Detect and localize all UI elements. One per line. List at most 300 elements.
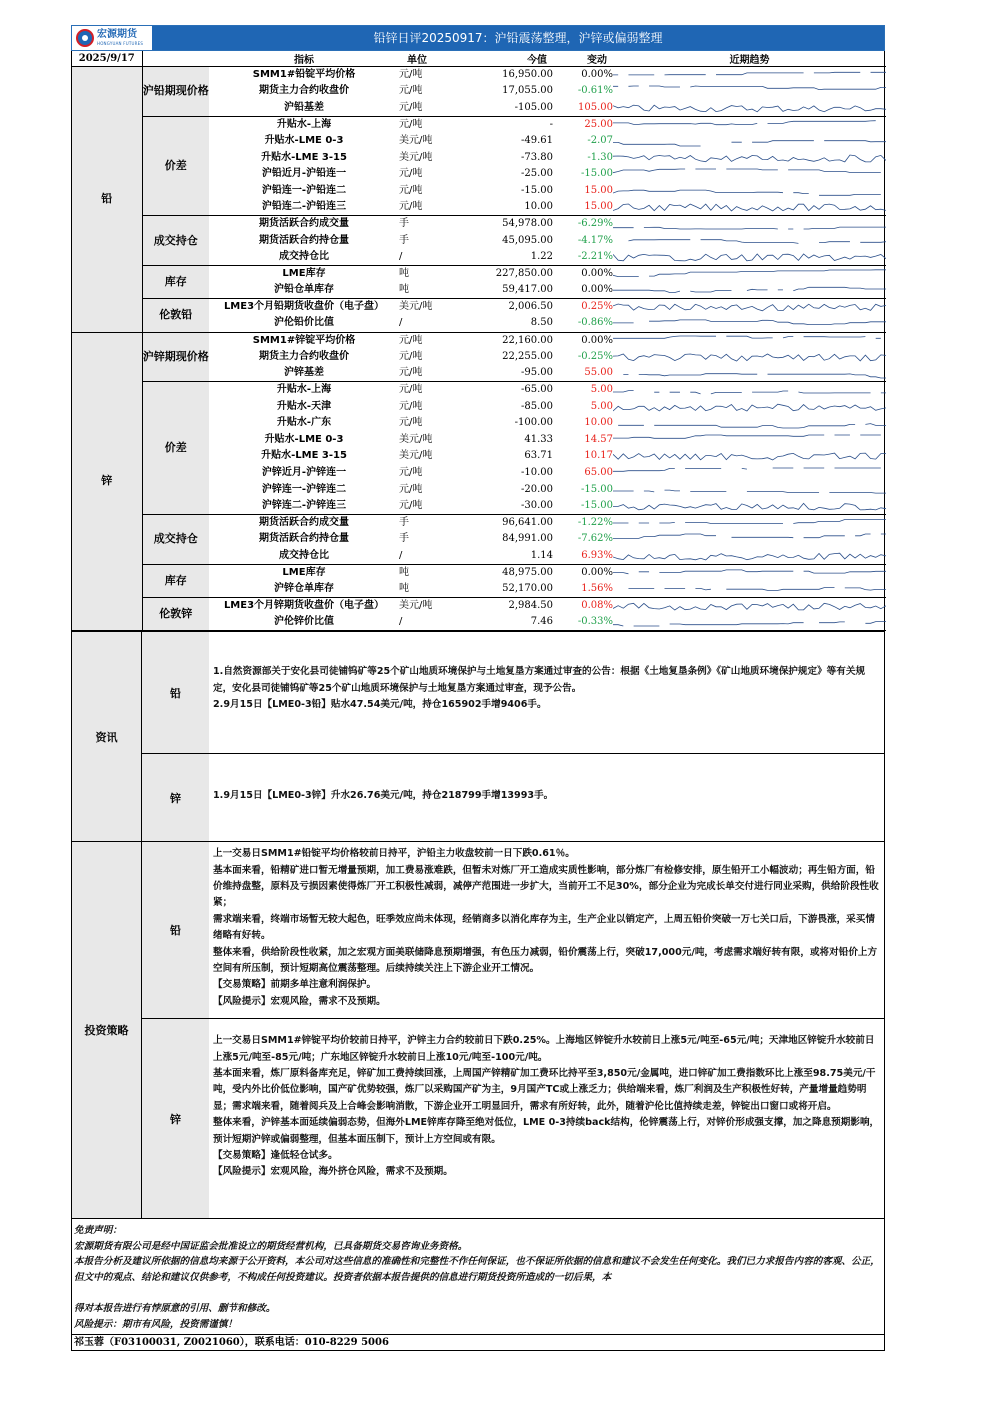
news-zinc-row (142, 753, 884, 841)
sparkline-svg (613, 350, 886, 364)
indicator-change: -0.25% (577, 350, 613, 362)
sparkline-path (613, 435, 881, 438)
logo-emblem-icon (76, 29, 94, 47)
analyst-contact: 祁玉蓉（F03100031, Z0021060），联系电话：010-8229 5006 (72, 1334, 884, 1350)
sparkline-svg (613, 499, 886, 513)
indicator-name: 升贴水-LME 0-3 (264, 433, 344, 445)
trend-sparkline (613, 299, 886, 316)
indicator-change: 15.00 (553, 199, 613, 216)
trend-sparkline (613, 166, 886, 183)
trend-sparkline (613, 614, 886, 631)
trend-sparkline (613, 249, 886, 266)
news-lead-text (209, 632, 884, 753)
sparkline-svg (613, 549, 886, 563)
indicator-value: 22,160.00 (502, 334, 553, 346)
indicator-value: 63.71 (524, 450, 553, 462)
indicator-name: 升贴水-广东 (276, 417, 332, 429)
indicator-name: 成交持仓比 (209, 249, 399, 266)
sparkline-path (613, 570, 886, 574)
indicator-name: 期货主力合约收盘价 (259, 350, 349, 362)
indicator-change: -6.29% (577, 218, 613, 230)
indicator-change: -7.62% (577, 533, 613, 545)
text-line: 风险提示：期市有风险，投资需谨慎！ (74, 1318, 238, 1330)
indicator-unit: 美元/吨 (399, 450, 433, 462)
sparkline-path (613, 304, 886, 311)
indicator-value: 52,170.00 (471, 581, 553, 598)
sparkline-path (613, 468, 881, 471)
table-row (72, 266, 886, 283)
table-row (72, 564, 886, 581)
text-line: 得对本报告进行有悖原意的引用、删节和修改。 (74, 1303, 276, 1315)
indicator-value: 8.50 (471, 315, 553, 332)
logo-en-text: HONGYUAN FUTURES (97, 41, 144, 46)
trend-sparkline (613, 349, 886, 366)
trend-sparkline (613, 282, 886, 299)
table-row (72, 116, 886, 133)
group-label: 库存 (142, 266, 209, 299)
sparkline-svg (613, 267, 886, 281)
indicator-unit: 元/吨 (399, 168, 423, 180)
indicator-name: 升贴水-上海 (276, 384, 332, 396)
text-line: 整体来看，沪锌基本面延续偏弱态势，但海外LME锌库存降至绝对低位，LME 0-3持续back结构，伦锌震荡上行，对锌价形成强支撑，加之降息预期影响，预计短期沪锌或偏弱整理，但基本面压制下，预计上方空间或有限。 (213, 1117, 880, 1145)
text-line: 免责声明： (74, 1225, 122, 1237)
trend-sparkline (613, 598, 886, 615)
strategy-block (72, 841, 884, 1218)
table-row (72, 515, 886, 532)
indicator-unit: 元/吨 (399, 118, 423, 130)
indicator-name: 期货活跃合约持仓量 (259, 533, 349, 545)
sparkline-svg (613, 449, 886, 463)
indicator-name: LME库存 (282, 268, 326, 280)
indicator-unit: / (399, 614, 471, 631)
indicator-name: 沪锌基差 (209, 365, 399, 382)
trend-sparkline (613, 465, 886, 482)
news-zinc-label: 锌 (142, 754, 209, 841)
indicator-change: -15.00 (580, 168, 613, 180)
sparkline-svg (613, 582, 886, 596)
news-category: 资讯 (72, 632, 142, 841)
indicator-change: -0.86% (553, 315, 613, 332)
sparkline-svg (613, 566, 886, 580)
col-trend: 近期趋势 (613, 51, 886, 67)
indicator-value: -49.61 (520, 135, 553, 147)
sparkline-path (613, 86, 886, 90)
sparkline-svg (613, 466, 886, 480)
text-line: 上一交易日SMM1#锌锭平均价较前日持平，沪锌主力合约较前日下跌0.25%。上海地区锌锭升水较前日上涨5元/吨至-65元/吨；天津地区锌锭升水较前日上涨5元/吨至-85元/吨；广东地区锌锭升水较前日上涨10元/吨至-100元/吨。 (213, 1035, 875, 1063)
indicator-unit: 元/吨 (399, 365, 471, 382)
group-label: 沪铅期现价格 (142, 67, 209, 117)
sparkline-svg (613, 599, 886, 613)
indicator-change: 10.17 (584, 450, 613, 462)
indicator-value: 48,975.00 (502, 566, 553, 578)
sparkline-path (613, 105, 886, 112)
sparkline-svg (613, 101, 886, 115)
indicator-name: SMM1#铅锭平均价格 (252, 69, 356, 81)
indicator-unit: 元/吨 (399, 400, 423, 412)
news-lead-label: 铅 (142, 632, 209, 753)
indicator-value: 41.33 (524, 433, 553, 445)
trend-sparkline (613, 100, 886, 117)
indicator-name: 升贴水-天津 (276, 400, 332, 412)
text-line: 【风险提示】宏观风险，需求不及预期。 (213, 995, 386, 1007)
indicator-table (72, 51, 886, 631)
indicator-unit: 元/吨 (399, 467, 423, 479)
indicator-name: LME库存 (282, 566, 326, 578)
indicator-change: -0.33% (553, 614, 613, 631)
sparkline-svg (613, 483, 886, 497)
trend-sparkline (613, 515, 886, 532)
sparkline-path (613, 270, 886, 277)
trend-sparkline (613, 332, 886, 349)
col-unit: 单位 (399, 51, 471, 67)
sparkline-path (618, 424, 886, 428)
trend-sparkline (613, 199, 886, 216)
indicator-unit: 吨 (399, 581, 471, 598)
trend-sparkline (613, 432, 886, 449)
trend-sparkline (613, 365, 886, 382)
indicator-value: 16,950.00 (502, 69, 553, 81)
indicator-unit: 元/吨 (399, 199, 471, 216)
sparkline-svg (613, 300, 886, 314)
text-line: 2.9月15日【LME0-3铅】贴水47.54美元/吨，持仓165902手增9406手。 (213, 699, 547, 710)
table-row (72, 67, 886, 84)
sparkline-svg (613, 184, 886, 198)
indicator-name: 升贴水-LME 0-3 (264, 135, 344, 147)
sparkline-path (613, 534, 886, 538)
news-block (72, 631, 884, 841)
sparkline-svg (613, 200, 886, 214)
trend-sparkline (613, 83, 886, 100)
indicator-unit: 美元/吨 (399, 600, 433, 612)
text-line: 宏源期货有限公司是经中国证监会批准设立的期货经营机构，已具备期货交易咨询业务资格。 (74, 1240, 468, 1252)
indicator-unit: 元/吨 (399, 100, 471, 117)
indicator-unit: 美元/吨 (399, 135, 433, 147)
indicator-name: SMM1#锌锭平均价格 (252, 334, 356, 346)
sparkline-path (613, 503, 886, 510)
text-line: 整体来看，供给阶段性收紧，加之宏观方面美联储降息预期增强，有色压力减弱，铅价震荡上行，突破17,000元/吨，考虑需求端好转有限，或将对铅价上方空间有所压制，预计短期高位震荡整理。后续持续关注上下游企业开工情况。 (213, 946, 878, 975)
text-line: 1.9月15日【LME0-3锌】升水26.76美元/吨，持仓218799手增13993手。 (213, 790, 554, 802)
sparkline-svg (613, 134, 886, 148)
indicator-unit: / (399, 548, 471, 565)
sparkline-path (613, 320, 886, 325)
sparkline-path (613, 391, 886, 394)
news-zinc-text (209, 754, 884, 841)
indicator-unit: 元/吨 (399, 498, 471, 515)
indicator-change: -1.22% (577, 517, 613, 529)
indicator-value: 10.00 (471, 199, 553, 216)
strategy-zinc-row (142, 1018, 884, 1218)
indicator-value: 84,991.00 (502, 533, 553, 545)
trend-sparkline (613, 398, 886, 415)
group-label: 成交持仓 (142, 515, 209, 565)
indicator-unit: 美元/吨 (399, 433, 433, 445)
indicator-unit: 美元/吨 (399, 151, 433, 163)
indicator-value: 17,055.00 (502, 85, 553, 97)
strategy-zinc-text (209, 1019, 884, 1218)
sparkline-svg (613, 234, 886, 248)
indicator-change: 5.00 (590, 384, 613, 396)
indicator-change: 0.08% (581, 600, 613, 612)
sparkline-path (613, 169, 881, 173)
indicator-value: -95.00 (471, 365, 553, 382)
indicator-change: -2.07 (587, 135, 613, 147)
group-label: 沪锌期现价格 (142, 332, 209, 382)
indicator-change: 65.00 (584, 467, 613, 479)
table-row (72, 299, 886, 316)
strategy-category: 投资策略 (72, 842, 142, 1218)
indicator-unit: 吨 (399, 566, 409, 578)
trend-sparkline (613, 548, 886, 565)
trend-sparkline (613, 232, 886, 249)
text-line: 基本面来看，铅精矿进口暂无增量预期，加工费易涨难跌，但暂未对炼厂开工造成实质性影响，部分炼厂有检修安排，原生铅开工小幅波动；再生铅方面，铅价维持盘整，原料及亏损因素使得炼厂开工积极性减弱，减停产范围进一步扩大，当前开工不足30%，部分企业为完成长单交付进行同业采购，供给阶段性收紧； (213, 864, 879, 909)
sparkline-path (613, 204, 886, 211)
trend-sparkline (613, 498, 886, 515)
sparkline-svg (613, 283, 886, 297)
report-frame (71, 51, 885, 1351)
indicator-change: 55.00 (553, 365, 613, 382)
indicator-value: -73.80 (520, 151, 553, 163)
report-title: 铅锌日评20250917：沪铅震荡整理，沪锌或偏弱整理 (373, 31, 663, 45)
group-label: 价差 (142, 382, 209, 515)
indicator-unit: 元/吨 (399, 334, 423, 346)
text-line (74, 1286, 882, 1302)
indicator-name: 期货主力合约收盘价 (259, 85, 349, 97)
indicator-value: 45,095.00 (502, 234, 553, 246)
indicator-unit: 手 (399, 517, 409, 529)
indicator-change: 0.00% (581, 334, 613, 346)
sparkline-svg (613, 532, 886, 546)
trend-sparkline (613, 266, 886, 283)
indicator-change: -15.00 (580, 483, 613, 495)
sparkline-svg (613, 615, 886, 629)
indicator-change: 25.00 (584, 118, 613, 130)
indicator-name: 升贴水-LME 3-15 (261, 151, 347, 163)
indicator-name: 沪伦铅价比值 (209, 315, 399, 332)
indicator-name: 沪锌仓单库存 (209, 581, 399, 598)
indicator-value: 59,417.00 (471, 282, 553, 299)
trend-sparkline (613, 581, 886, 598)
indicator-value: -10.00 (520, 467, 553, 479)
indicator-value: -105.00 (471, 100, 553, 117)
indicator-value: -30.00 (471, 498, 553, 515)
indicator-change: 14.57 (584, 433, 613, 445)
indicator-change: 0.00% (553, 282, 613, 299)
indicator-unit: / (399, 249, 471, 266)
sparkline-svg (613, 84, 886, 98)
group-label: 伦敦锌 (142, 598, 209, 631)
indicator-change: 0.00% (581, 566, 613, 578)
text-line: 【交易策略】逢低轻仓试多。 (213, 1150, 338, 1162)
col-change: 变动 (553, 51, 613, 67)
strategy-lead-label: 铅 (142, 842, 209, 1018)
indicator-change: 10.00 (584, 417, 613, 429)
sparkline-path (613, 72, 886, 75)
text-line: 需求端来看，终端市场暂无较大起色，旺季效应尚未体现，经销商多以消化库存为主，生产企业以销定产，上周五铅价突破一万七关口后，下游畏涨，采买情绪略有好转。 (213, 913, 875, 942)
sparkline-path (613, 121, 886, 125)
disclaimer (72, 1218, 884, 1334)
indicator-unit: 元/吨 (399, 483, 423, 495)
indicator-value: - (549, 118, 553, 130)
table-row (72, 382, 886, 399)
sparkline-svg (613, 334, 886, 348)
indicator-change: 5.00 (590, 400, 613, 412)
sparkline-path (613, 454, 886, 461)
sparkline-path (613, 141, 886, 146)
group-label: 库存 (142, 564, 209, 597)
indicator-name: 沪铅连二-沪铅连三 (209, 199, 399, 216)
indicator-change: -4.17% (577, 234, 613, 246)
sparkline-svg (613, 416, 886, 430)
company-logo (72, 26, 152, 50)
trend-sparkline (613, 382, 886, 399)
trend-sparkline (613, 448, 886, 465)
indicator-unit: 元/吨 (399, 184, 423, 196)
indicator-value: -20.00 (520, 483, 553, 495)
indicator-name: 期货活跃合约持仓量 (259, 234, 349, 246)
indicator-value: -65.00 (520, 384, 553, 396)
sparkline-path (613, 354, 886, 361)
table-row (72, 216, 886, 233)
sparkline-path (613, 254, 886, 261)
sparkline-svg (613, 151, 886, 165)
text-line: 上一交易日SMM1#铅锭平均价格较前日持平，沪铅主力收盘较前一日下跌0.61％。 (213, 848, 575, 860)
trend-sparkline (613, 133, 886, 150)
sparkline-path (613, 288, 886, 293)
indicator-unit: 手 (399, 234, 409, 246)
sparkline-svg (613, 167, 886, 181)
indicator-value: 96,641.00 (502, 517, 553, 529)
indicator-change: 1.56% (553, 581, 613, 598)
trend-sparkline (613, 216, 886, 233)
indicator-unit: 元/吨 (399, 384, 423, 396)
indicator-name: 沪铅仓单库存 (209, 282, 399, 299)
indicator-value: -15.00 (520, 184, 553, 196)
sparkline-path (613, 404, 886, 411)
news-lead-row (142, 632, 884, 753)
indicator-name: 升贴水-上海 (276, 118, 332, 130)
trend-sparkline (613, 481, 886, 498)
sparkline-path (628, 588, 886, 591)
indicator-name: 期货活跃合约成交量 (259, 517, 349, 529)
indicator-change: 0.00% (581, 69, 613, 81)
indicator-change: 105.00 (553, 100, 613, 117)
indicator-change: 0.00% (581, 268, 613, 280)
indicator-change: -0.61% (577, 85, 613, 97)
sparkline-svg (613, 316, 886, 330)
indicator-name: 沪铅基差 (209, 100, 399, 117)
sparkline-path (613, 603, 886, 610)
sparkline-path (623, 374, 886, 378)
indicator-name: LME3个月锌期货收盘价（电子盘） (223, 600, 385, 612)
indicator-change: 15.00 (584, 184, 613, 196)
sparkline-path (613, 490, 886, 493)
indicator-value: 227,850.00 (495, 268, 553, 280)
sparkline-svg (613, 383, 886, 397)
indicator-value: 2,006.50 (508, 301, 553, 313)
indicator-unit: 元/吨 (399, 69, 423, 81)
sparkline-svg (613, 400, 886, 414)
indicator-value: -100.00 (514, 417, 553, 429)
trend-sparkline (613, 315, 886, 332)
trend-sparkline (613, 564, 886, 581)
indicator-name: 沪伦锌价比值 (209, 614, 399, 631)
indicator-name: LME3个月铅期货收盘价（电子盘） (223, 301, 385, 313)
indicator-value: 1.14 (471, 548, 553, 565)
text-line: 本报告分析及建议所依据的信息均来源于公开资料，本公司对这些信息的准确性和完整性不作任何保证，也不保证所依据的信息和建议不会发生任何变化。我们已力求报告内容的客观、公正，但文中的观点、结论和建议仅供参考，不构成任何投资建议。投资者依据本报告提供的信息进行期货投资所造成的一切后果，本 (74, 1256, 880, 1283)
table-row (72, 598, 886, 615)
col-indicator: 指标 (209, 51, 399, 67)
indicator-value: 7.46 (471, 614, 553, 631)
col-value: 今值 (471, 51, 553, 67)
indicator-name: 沪铅近月-沪铅连一 (261, 168, 347, 180)
trend-sparkline (613, 67, 886, 84)
indicator-value: 2,984.50 (508, 600, 553, 612)
indicator-change: -15.00 (553, 498, 613, 515)
trend-sparkline (613, 183, 886, 200)
section-category: 铅 (72, 67, 142, 333)
indicator-change: -1.30 (587, 151, 613, 163)
sparkline-svg (613, 118, 886, 132)
indicator-unit: 元/吨 (399, 350, 423, 362)
indicator-value: 1.22 (471, 249, 553, 266)
indicator-name: 沪锌连一-沪锌连二 (261, 483, 347, 495)
sparkline-path (613, 155, 886, 162)
indicator-change: 6.93% (553, 548, 613, 565)
indicator-unit: 吨 (399, 282, 471, 299)
trend-sparkline (613, 415, 886, 432)
sparkline-path (613, 520, 886, 524)
report-sheet (71, 25, 885, 1351)
sparkline-svg (613, 68, 886, 82)
strategy-lead-text (209, 842, 884, 1018)
indicator-name: 沪锌连二-沪锌连三 (209, 498, 399, 515)
strategy-zinc-label: 锌 (142, 1019, 209, 1218)
sparkline-svg (613, 433, 886, 447)
sparkline-svg (613, 217, 886, 231)
group-label: 价差 (142, 116, 209, 216)
logo-cn-text: 宏源期货 (97, 29, 137, 40)
sparkline-path (613, 553, 886, 560)
sparkline-path (613, 227, 886, 229)
indicator-value: -25.00 (520, 168, 553, 180)
trend-sparkline (613, 149, 886, 166)
indicator-unit: / (399, 315, 471, 332)
section-category: 锌 (72, 332, 142, 631)
indicator-value: 54,978.00 (502, 218, 553, 230)
table-row (72, 332, 886, 349)
group-label: 伦敦铅 (142, 299, 209, 332)
indicator-change: 0.25% (581, 301, 613, 313)
sparkline-path (613, 336, 881, 338)
group-label: 成交持仓 (142, 216, 209, 266)
indicator-unit: 手 (399, 218, 409, 230)
indicator-unit: 手 (399, 533, 409, 545)
report-date: 2025/9/17 (72, 51, 142, 67)
text-line: 【风险提示】宏观风险，海外挤仓风险，需求不及预期。 (213, 1166, 453, 1178)
sparkline-path (628, 239, 886, 243)
sparkline-svg (613, 250, 886, 264)
column-header-row (72, 51, 886, 67)
indicator-name: 成交持仓比 (209, 548, 399, 565)
sparkline-svg (613, 366, 886, 380)
text-line: 1.自然资源部关于安化县司徒铺钨矿等25个矿山地质环境保护与土地复垦方案通过审查的公告：根据《土地复垦条例》《矿山地质环境保护规定》等有关规定，安化县司徒铺钨矿等25个矿山地质环境保护与土地复垦方案通过审查，现予公告。 (213, 666, 866, 694)
text-line: 【交易策略】前期多单注意利润保护。 (213, 979, 377, 991)
indicator-name: 期货活跃合约成交量 (259, 218, 349, 230)
indicator-name: 沪锌近月-沪锌连一 (261, 467, 347, 479)
trend-sparkline (613, 531, 886, 548)
sparkline-path (613, 622, 886, 626)
indicator-name: 升贴水-LME 3-15 (261, 450, 347, 462)
